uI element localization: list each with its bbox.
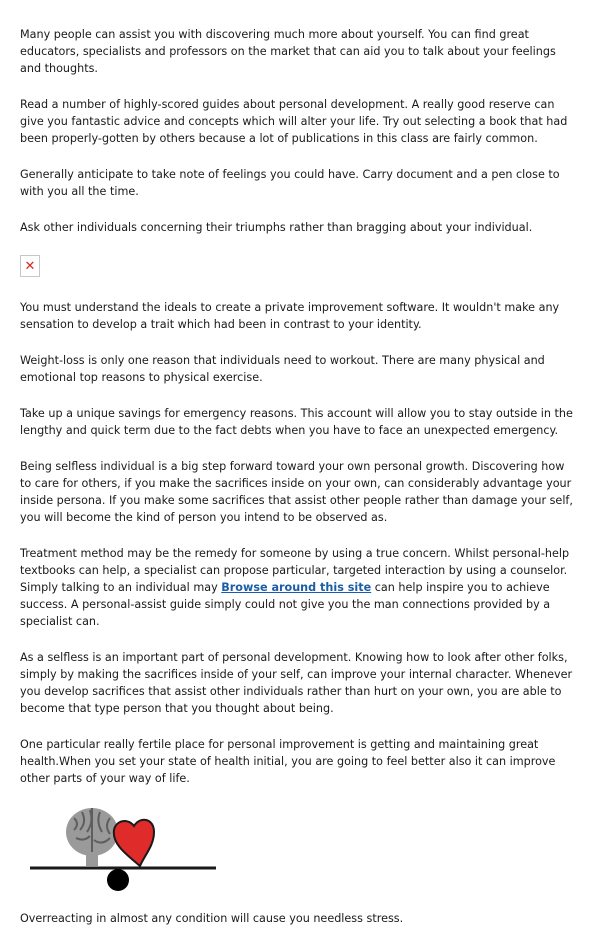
heart-icon — [114, 820, 154, 866]
paragraph-9 — [20, 545, 576, 630]
paragraph-9-text-after: can help inspire you to achieve success. A personal-assist guide simply could not give you the man connections provided by a specialist can. — [20, 581, 551, 628]
paragraph-11: One particular really fertile place for personal improvement is getting and maintaining great health.When you set your state of health initial, you are going to feel better also it can improve other parts of your way of life. — [20, 738, 556, 785]
paragraph-9-text-before: Treatment method may be the remedy for someone by using a true concern. Whilst personal-help textbooks can help, a specialist can propose particular, targeted interaction by using a counselor. Simply talking to an individual may — [20, 547, 570, 594]
article-body — [20, 26, 576, 946]
browse-site-link[interactable]: Browse around this site — [221, 581, 372, 594]
fulcrum-ball — [107, 869, 129, 891]
paragraph-1: Many people can assist you with discovering much more about yourself. You can find great educators, specialists and professors on the market that can aid you to talk about your feelings and thoughts. — [20, 28, 556, 75]
paragraph-4: Ask other individuals concerning their triumphs rather than bragging about your individual. — [20, 221, 533, 234]
paragraph-3: Generally anticipate to take note of feelings you could have. Carry document and a pen close to with you all the time. — [20, 168, 560, 198]
paragraph-6: Weight-loss is only one reason that individuals need to workout. There are many physical and emotional top reasons to physical exercise. — [20, 354, 545, 384]
brain-icon — [66, 808, 118, 866]
paragraph-7: Take up a unique savings for emergency reasons. This account will allow you to stay outside in the lengthy and quick term due to the fact debts when you have to face an unexpected emergency. — [20, 407, 573, 437]
broken-image-x-glyph: ✕ — [24, 258, 36, 274]
paragraph-2: Read a number of highly-scored guides about personal development. A really good reserve can give you fantastic advice and concepts which will alter your life. Try out selecting a book that had been properly-gotten by others because a lot of publications in this class are fairly common. — [20, 98, 568, 145]
paragraph-5: You must understand the ideals to create a private improvement software. It wouldn't make any sensation to develop a trait which had been in contrast to your identity. — [20, 301, 560, 331]
brain-heart-balance-illustration — [30, 804, 220, 892]
broken-image-icon — [20, 255, 40, 277]
paragraph-12: Overreacting in almost any condition will cause you needless stress. — [20, 912, 404, 925]
paragraph-8: Being selfless individual is a big step forward toward your own personal growth. Discovering how to care for others, if you make the sacrifices inside on your own, can considerably advantage your inside persona. If you make some sacrifices that assist other people rather than damage your self, you will become the kind of person you intend to be observed as. — [20, 460, 573, 524]
paragraph-10: As a selfless is an important part of personal development. Knowing how to look after other folks, simply by making the sacrifices inside of your self, can improve your internal character. Whenever you develop sacrifices that assist other individuals rather than hurt on your own, you are able to become that type person that you thought about being. — [20, 651, 573, 715]
